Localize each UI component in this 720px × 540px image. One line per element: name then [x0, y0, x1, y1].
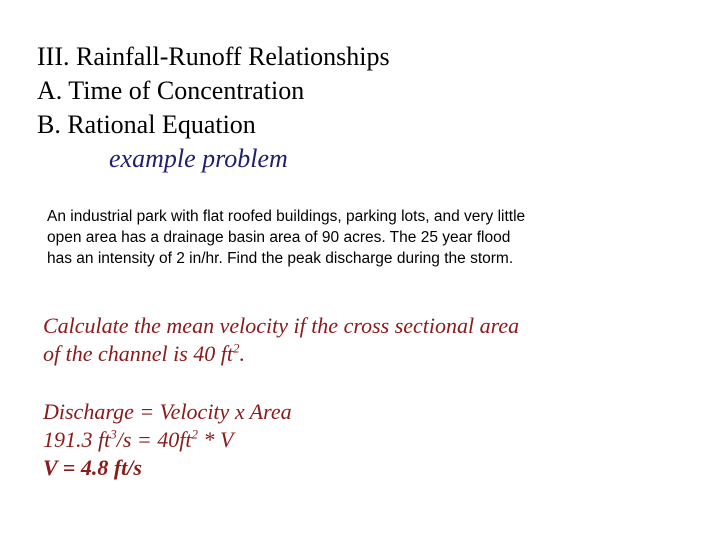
- equation-text: 191.3 ft: [43, 427, 111, 452]
- outline-item-a: A. Time of Concentration: [37, 76, 305, 105]
- question-line: [43, 340, 519, 368]
- outline-heading: III. Rainfall-Runoff Relationships: [37, 42, 390, 71]
- equation-text: /s = 40ft: [116, 427, 192, 452]
- equation-text: * V: [197, 427, 234, 452]
- exponent: 2: [191, 426, 198, 442]
- equation-line: Discharge = Velocity x Area: [43, 399, 292, 424]
- question-line: Calculate the mean velocity if the cross sectional area: [43, 313, 520, 338]
- solution-work: [43, 312, 519, 482]
- problem-line: open area has a drainage basin area of 90 acres. The 25 year flood: [47, 229, 511, 246]
- problem-statement: [47, 206, 627, 269]
- equation-line: [43, 426, 519, 454]
- outline-subtitle: example problem: [109, 144, 288, 173]
- slide-outline: [37, 40, 390, 176]
- exponent: 3: [110, 426, 117, 442]
- problem-line: An industrial park with flat roofed buildings, parking lots, and very little: [47, 208, 526, 225]
- outline-item-b: B. Rational Equation: [37, 110, 256, 139]
- problem-line: has an intensity of 2 in/hr. Find the peak discharge during the storm.: [47, 250, 514, 267]
- exponent: 2: [233, 340, 240, 356]
- answer-line: V = 4.8 ft/s: [43, 455, 142, 480]
- question-text: .: [239, 341, 246, 366]
- question-text: of the channel is 40 ft: [43, 341, 234, 366]
